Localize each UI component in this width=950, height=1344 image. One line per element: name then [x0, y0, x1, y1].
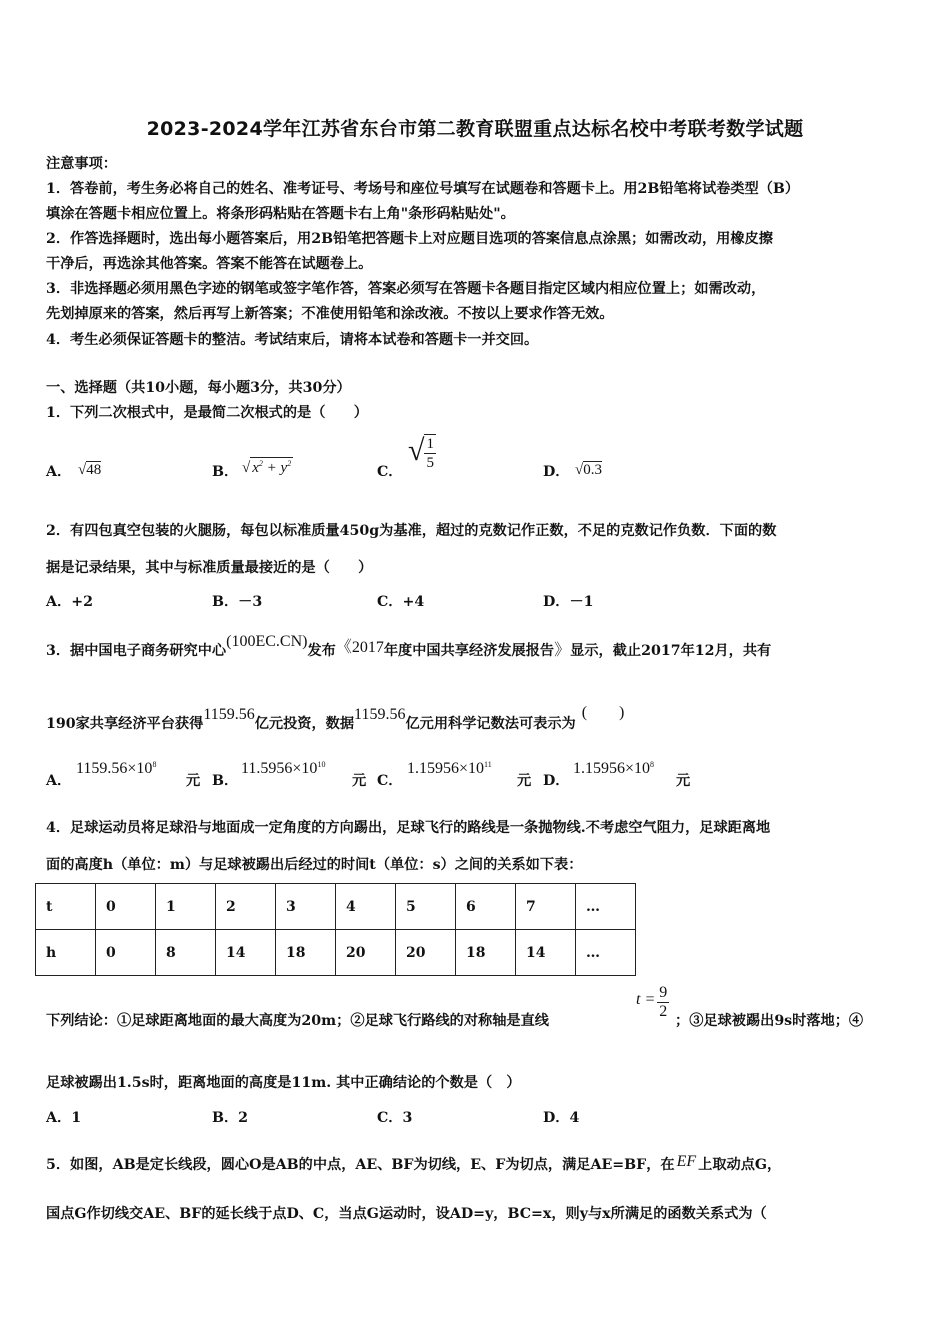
table-cell: 20 — [396, 930, 456, 976]
question-4-line: 面的高度h（单位：m）与足球被踢出后经过的时间t（单位：s）之间的关系如下表： — [46, 857, 583, 873]
q1-option-label-a: A． — [46, 464, 72, 480]
table-row — [36, 884, 636, 930]
q3-option-label-a: A． — [46, 773, 72, 789]
q3-unit: 元 — [517, 773, 532, 789]
question-3-line-1: 3．据中国电子商务研究中心(100EC.CN)发布《2017年度中国共享经济发展报告》显示，截止2017年12月，共有 — [46, 633, 772, 659]
question-3-line-2: 190家共享经济平台获得1159.56亿元投资，数据1159.56亿元用科学记数法可表示为( ) — [46, 704, 625, 732]
table-cell: … — [576, 930, 636, 976]
table-cell: t — [36, 884, 96, 930]
q3-option-label-c: C． — [377, 773, 403, 789]
q3-option-label-d: D． — [543, 773, 570, 789]
notice-line: 干净后，再选涂其他答案。答案不能答在试题卷上。 — [46, 256, 373, 272]
arc-ef: EF — [676, 1153, 697, 1170]
table-cell: 14 — [216, 930, 276, 976]
notice-line: 4．考生必须保证答题卡的整洁。考试结束后，请将本试卷和答题卡一并交回。 — [46, 332, 539, 348]
q2-option-a: A．+2 — [46, 594, 93, 610]
question-4-line: 足球被踢出1.5s时，距离地面的高度是11m. 其中正确结论的个数是（ ） — [46, 1075, 521, 1091]
radicand: $x^2 + y^2$ — [252, 459, 292, 476]
q3-option-label-b: B． — [212, 773, 239, 789]
fraction: $\frac{9}{2}$ — [659, 984, 668, 1020]
table-cell: 8 — [156, 930, 216, 976]
table-cell: 18 — [456, 930, 516, 976]
page-title: 2023-2024学年江苏省东台市第二教育联盟重点达标名校中考联考数学试题 — [146, 118, 804, 140]
table-cell: 18 — [276, 930, 336, 976]
q2-option-b: B．－3 — [212, 594, 263, 610]
notice-line: 先划掉原来的答案，然后再写上新答案；不准使用铅笔和涂改液。不按以上要求作答无效。 — [46, 306, 614, 322]
q3-unit: 元 — [352, 773, 367, 789]
question-5-line-2: 国点G作切线交AE、BF的延长线于点D、C，当点G运动时，设AD=y，BC=x，则y与x所满足的函数关系式为（ — [46, 1206, 767, 1222]
q2-option-d: D．－1 — [543, 594, 594, 610]
question-1-stem: 1．下列二次根式中，是最简二次根式的是（ ） — [46, 405, 368, 421]
q1-option-c — [408, 434, 436, 472]
q3-option-c: $1.15956\times 10^{11}$ — [407, 760, 492, 777]
table-row — [36, 930, 636, 976]
table-cell: 14 — [516, 930, 576, 976]
table-cell: 1 — [156, 884, 216, 930]
table-cell: 7 — [516, 884, 576, 930]
notice-line: 2．作答选择题时，选出每小题答案后，用2B铅笔把答题卡上对应题目选项的答案信息点涂黑；如需改动，用橡皮擦 — [46, 231, 773, 247]
table-cell: 3 — [276, 884, 336, 930]
question-5-line-1: 5．如图，AB是定长线段，圆心O是AB的中点，AE、BF为切线，E、F为切点，满足AE=BF，在 EF 上取动点G， — [46, 1153, 782, 1173]
question-4-conclusions: 下列结论：①足球距离地面的最大高度为20m；②足球飞行路线的对称轴是直线 — [46, 1013, 549, 1029]
table-cell: 4 — [336, 884, 396, 930]
q4-option-d: D．4 — [543, 1110, 580, 1126]
q1-option-label-c: C． — [377, 464, 403, 480]
q4-option-a: A．1 — [46, 1110, 82, 1126]
table-cell: 0 — [96, 884, 156, 930]
notice-line: 1．答卷前，考生务必将自己的姓名、准考证号、考场号和座位号填写在试题卷和答题卡上。用2B铅笔将试卷类型（B） — [46, 181, 800, 197]
notice-heading: 注意事项： — [46, 156, 117, 172]
table-cell: h — [36, 930, 96, 976]
table-cell: 2 — [216, 884, 276, 930]
question-4-line: 4．足球运动员将足球沿与地面成一定角度的方向踢出，足球飞行的路线是一条抛物线.不考虑空气阻力，足球距离地 — [46, 820, 771, 836]
table-cell: 5 — [396, 884, 456, 930]
q3-unit: 元 — [676, 773, 691, 789]
question-2-line: 2．有四包真空包装的火腿肠，每包以标准质量450g为基准，超过的克数记作正数，不足的克数记作负数．下面的数 — [46, 523, 777, 539]
q1-option-label-b: B． — [212, 464, 239, 480]
q1-option-d: √0.3 — [575, 462, 602, 478]
q2-option-c: C．+4 — [377, 594, 425, 610]
radicand: 0.3 — [583, 462, 602, 478]
q3-option-d: $1.15956\times 10^8$ — [573, 760, 655, 777]
formula-t: t = $\frac{9}{2}$ — [636, 984, 668, 1020]
q3-option-b: $11.5956\times 10^{10}$ — [241, 760, 326, 777]
table-cell: 6 — [456, 884, 516, 930]
fraction: $\frac{1}{5}$ — [426, 436, 434, 471]
data-table — [35, 883, 636, 976]
q4-option-b: B．2 — [212, 1110, 249, 1126]
q1-option-a: √48 — [78, 462, 102, 478]
table-cell: 20 — [336, 930, 396, 976]
table-cell: 0 — [96, 930, 156, 976]
question-2-line: 据是记录结果，其中与标准质量最接近的是（ ） — [46, 560, 373, 576]
notice-line: 填涂在答题卡相应位置上。将条形码粘贴在答题卡右上角"条形码粘贴处"。 — [46, 206, 515, 222]
q1-option-b: √ $x^2 + y^2$ — [242, 459, 292, 476]
table-cell: … — [576, 884, 636, 930]
q3-option-a: $1159.56\times 10^8$ — [76, 760, 157, 777]
question-4-conclusions-cont: ；③足球被踢出9s时落地；④ — [675, 1013, 864, 1029]
radical-sign: √ — [408, 434, 425, 467]
section-heading: 一、选择题（共10小题，每小题3分，共30分） — [46, 380, 351, 396]
notice-line: 3．非选择题必须用黑色字迹的钢笔或签字笔作答，答案必须写在答题卡各题目指定区域内相应位置上；如需改动， — [46, 281, 766, 297]
radicand: 48 — [86, 462, 102, 478]
q1-option-label-d: D． — [543, 464, 570, 480]
q4-option-c: C．3 — [377, 1110, 413, 1126]
q3-unit: 元 — [186, 773, 201, 789]
